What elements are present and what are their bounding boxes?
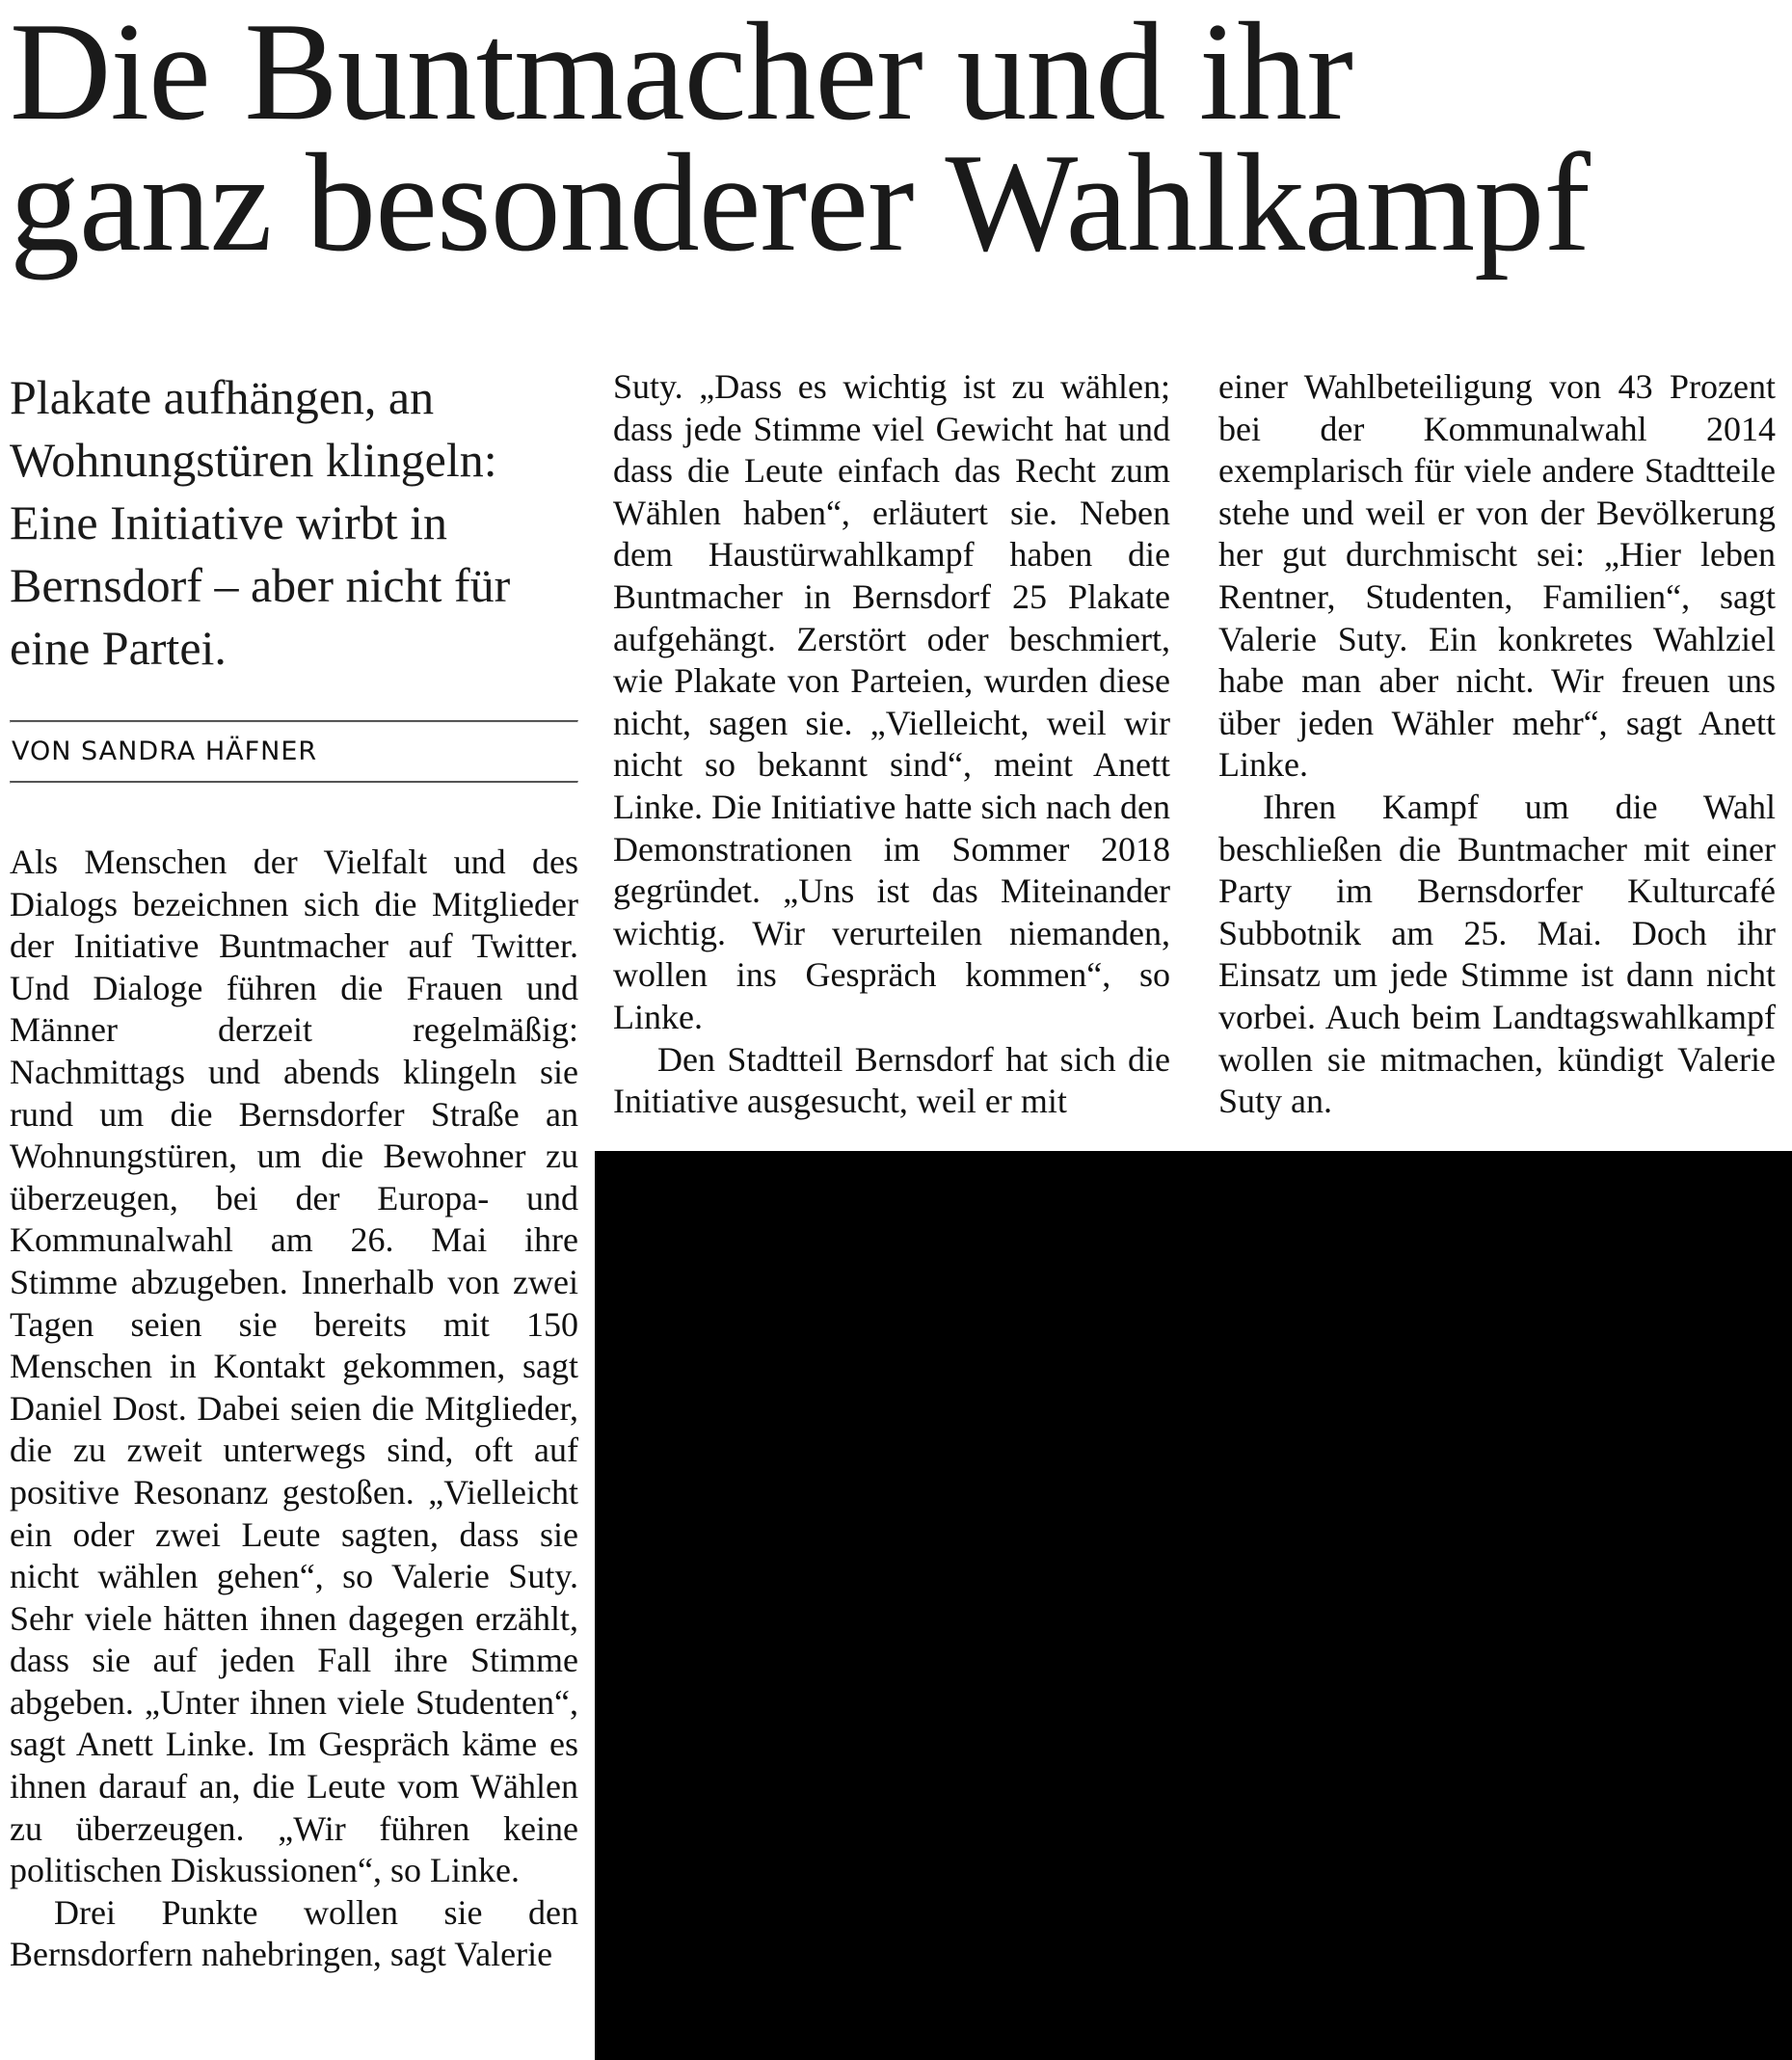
paragraph: Den Stadtteil Bernsdorf hat sich die Initiative ausgesucht, weil er mit: [613, 1039, 1170, 1121]
paragraph: Suty. „Dass es wichtig ist zu wählen; dass jede Stimme viel Gewicht hat und dass die Leute einfach das Recht zum Wählen haben“, erläutert sie. Neben dem Haustürwahlkampf haben die Buntmacher in Bernsdorf 25 Plakate aufgehängt. Zerstört oder beschmiert, wie Plakate von Parteien, wurden diese nicht, sagen sie. „Vielleicht, weil wir nicht so bekannt sind“, meint Anett Linke. Die Initiative hatte sich nach den Demonstrationen im Sommer 2018 gegründet. „Uns ist das Miteinander wichtig. Wir verurteilen niemanden, wollen ins Gespräch kommen“, so Linke.: [613, 367, 1170, 1036]
column-middle: [613, 366, 1170, 1123]
lead-text: Plakate aufhängen, an Wohnungstüren klingeln: Eine Initiative wirbt in Bernsdorf – aber nicht für eine Partei.: [10, 370, 511, 675]
paragraph: Als Menschen der Vielfalt und des Dialogs bezeichnen sich die Mitglieder der Initiative Buntmacher auf Twitter. Und Dialoge führen die Frauen und Männer derzeit regelmäßig: Nachmittags und abends klingeln sie rund um die Bernsdorfer Straße an Wohnungstüren, um die Bewohner zu überzeugen, bei der Europa- und Kommunalwahl am 26. Mai ihre Stimme abzugeben. Innerhalb von zwei Tagen seien sie bereits mit 150 Menschen in Kontakt gekommen, sagt Daniel Dost. Dabei seien die Mitglieder, die zu zweit unterwegs sind, oft auf positive Resonanz gestoßen. „Vielleicht ein oder zwei Leute sagten, dass sie nicht wählen gehen“, so Valerie Suty. Sehr viele hätten ihnen dagegen erzählt, dass sie auf jeden Fall ihre Stimme abgeben. „Unter ihnen viele Studenten“, sagt Anett Linke. Im Gespräch käme es ihnen darauf an, die Leute vom Wählen zu überzeugen. „Wir führen keine politischen Diskussionen“, so Linke.: [10, 843, 578, 1890]
byline-rule-bottom: [10, 781, 578, 784]
body-text-left: [10, 842, 578, 1976]
photo-placeholder: [595, 1151, 1792, 2060]
headline: [10, 0, 1783, 281]
paragraph: Ihren Kampf um die Wahl beschließen die Buntmacher mit einer Party im Bernsdorfer Kulturcafé Subbotnik am 25. Mai. Doch ihr Einsatz um jede Stimme ist dann nicht vorbei. Auch beim Landtagswahlkampf wollen sie mitmachen, kündigt Valerie Suty an.: [1218, 787, 1776, 1121]
paragraph: einer Wahlbeteiligung von 43 Prozent bei der Kommunalwahl 2014 exemplarisch für viele andere Stadtteile stehe und weil er von der Bevölkerung her gut durchmischt sei: „Hier leben Rentner, Studenten, Familien“, sagt Valerie Suty. Ein konkretes Wahlziel habe man aber nicht. Wir freuen uns über jeden Wähler mehr“, sagt Anett Linke.: [1218, 367, 1776, 785]
headline-line-2: ganz besonderer Wahlkampf: [10, 124, 1590, 281]
column-left: [10, 366, 578, 1976]
paragraph: Drei Punkte wollen sie den Bernsdorfern nahebringen, sagt Valerie: [10, 1892, 578, 1974]
column-right: [1218, 366, 1776, 1123]
byline: VON SANDRA HÄFNER: [12, 736, 318, 766]
headline-line-1: Die Buntmacher und ihr: [10, 0, 1353, 149]
